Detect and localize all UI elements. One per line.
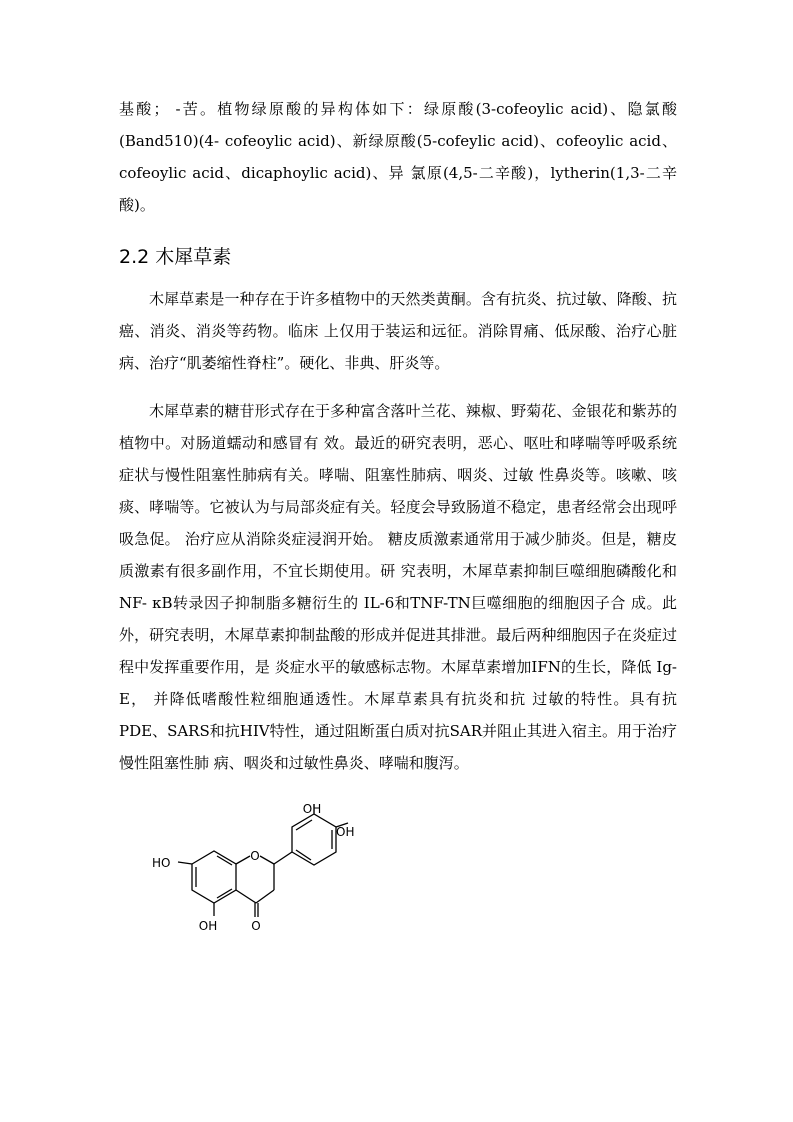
paragraph-2: 木犀草素的糖苷形式存在于多种富含落叶兰花、辣椒、野菊花、金银花和紫苏的植物中。对肠道蠕动和感冒有 效。最近的研究表明，恶心、呕吐和哮喘等呼吸系统症状与慢性阻塞性肺病有关。哮喘、阻塞性肺病、咽炎、过敏 性鼻炎等。咳嗽、咳痰、哮喘等。它被认为与局部炎症有关。轻度会导致肠道不稳定，患者经常会出现呼吸急促。 治疗应从消除炎症浸润开始。 糖皮质激素通常用于减少肺炎。但是，糖皮质激素有很多副作用，不宜长期使用。研 究表明，木犀草素抑制巨噬细胞磷酸化和NF- κB转录因子抑制脂多糖衍生的 IL-6和TNF-TN巨噬细胞的细胞因子合 成。此外，研究表明，木犀草素抑制盐酸的形成并促进其排泄。最后两种细胞因子在炎症过程中发挥重要作用，是 炎症水平的敏感标志物。木犀草素增加IFN的生长，降低 Ig-E， 并降低嗜酸性粒细胞通透性。木犀草素具有抗炎和抗 过敏的特性。具有抗PDE、SARS和抗HIV特性，通过阻断蛋白质对抗SAR并阻止其进入宿主。用于治疗慢性阻塞性肺 病、咽炎和过敏性鼻炎、哮喘和腹泻。 bbox=[119, 402, 677, 772]
ho-left-label: HO bbox=[152, 856, 171, 870]
intro-paragraph: 基酸； -苦。植物绿原酸的异构体如下：绿原酸(3-cofeoylic acid)、隐氯酸(Band510)(4- cofeoylic acid)、新绿原酸(5-cofeylic acid)、cofeoylic acid、cofeoylic acid、dicaphoylic acid)、异 氯原(4,5-二辛酸)，lytherin(1,3-二辛酸)。 bbox=[119, 100, 677, 214]
paragraph-1: 木犀草素是一种存在于许多植物中的天然类黄酮。含有抗炎、抗过敏、降酸、抗癌、消炎、消炎等药物。临床 上仅用于装运和远征。消除胃痛、低尿酸、治疗心脏病、治疗“肌萎缩性脊柱”。硬化、非典、肝炎等。 bbox=[119, 290, 677, 372]
oh-right-label: OH bbox=[336, 825, 355, 839]
molecule-bonds bbox=[178, 804, 348, 917]
luteolin-structure-figure bbox=[148, 800, 358, 940]
oh-top-label: OH bbox=[302, 802, 322, 816]
keto-oxygen-label: O bbox=[251, 919, 261, 933]
oh-bottom-label: OH bbox=[198, 919, 218, 933]
section-heading: 2.2 木犀草素 bbox=[119, 246, 232, 268]
ring-oxygen-label: O bbox=[250, 849, 260, 863]
